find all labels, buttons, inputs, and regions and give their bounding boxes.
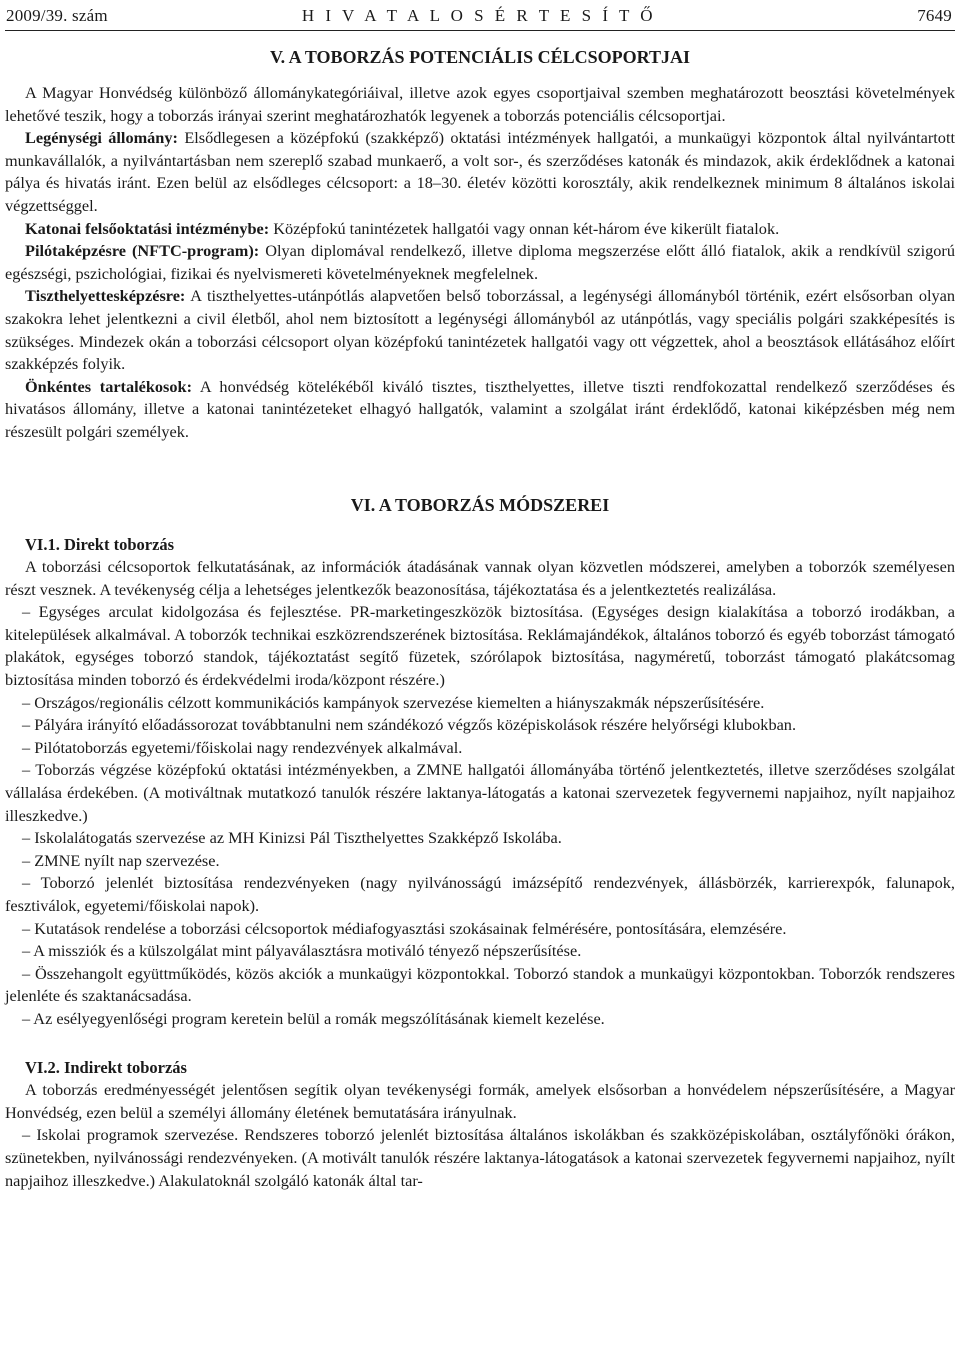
target-group-term: Önkéntes tartalékosok: [25, 376, 193, 396]
target-group-description: Elsődlegesen a középfokú (szakképző) oktatási intézmények hallgatói, a munkaügyi központok által nyilvántartott munkavállalók, a nyilvántartásban nem szereplő szabad munkaerő, a volt sor-, és szerződéses katonák és mindazok, akik érdeklődnek a katonai pálya és hivatás iránt. Ezen belül az elsődleges célcsoport: a 18–30. életév közötti korosztály, akik rendelkeznek minimum 8 általános iskolai végzettséggel. [5, 128, 955, 215]
subsection-6-2-heading: VI.2. Indirekt toborzás [25, 1057, 187, 1077]
list-item: – Az esélyegyenlőségi program keretein belül a romák megszólításának kiemelt kezelése. [22, 1008, 605, 1028]
subsection-6-1-intro: A toborzási célcsoportok felkutatásának, az információk átadásának vannak olyan közvetlen módszerei, amelyben a toborzók személyesen részt vesznek. A tevékenység célja a lehetséges jelentkezők beazonosítása, tájékoztatása és a jelentkeztetés realizálása. [5, 557, 955, 599]
subsection-6-2-intro: A toborzás eredményességét jelentősen segítik olyan tevékenységi formák, amelyek elsősorban a honvédelem népszerűsítésére, a Magyar Honvédség, ezen belül a személyi állomány életének bemutatására irányulnak. [5, 1080, 955, 1122]
list-item: – A missziók és a külszolgálat mint pályaválasztásra motiváló tényező népszerűsítése. [22, 941, 582, 961]
target-group-term: Katonai felsőoktatási intézménybe: [25, 218, 270, 238]
target-group-term: Pilótaképzésre (NFTC-program): [25, 241, 260, 261]
list-item: – Kutatások rendelése a toborzási célcsoportok médiafogyasztási szokásainak felmérésére, pontosítására, elemzésére. [22, 918, 787, 938]
target-group-item [5, 127, 955, 217]
list-item: – ZMNE nyílt nap szervezése. [22, 850, 220, 870]
target-group-term: Tiszthelyettesképzésre: [25, 286, 186, 306]
list-item: – Iskolalátogatás szervezése az MH Kinizsi Pál Tiszthelyettes Szakképző Iskolába. [22, 828, 562, 848]
target-group-description: Olyan diplomával rendelkező, illetve diploma megszerzése előtt álló fiatalok, akik a rendkívül szigorú egészségi, pszichológiai, fizikai és nyelvismereti követelményeknek megfelelnek. [5, 241, 955, 283]
target-group-item [5, 218, 955, 241]
list-item: – Országos/regionális célzott kommunikációs kampányok szervezése kiemelten a hiányszakmák népszerűsítésére. [22, 692, 765, 712]
indirect-recruitment-list [5, 1124, 955, 1192]
publication-title: H I V A T A L O S É R T E S Í T Ő [301, 6, 657, 25]
list-item: – Egységes arculat kidolgozása és fejlesztése. PR-marketingeszközök biztosítása. (Egységes design kialakítása a toborzó irodákban, a kitelepülések alkalmával. A toborzók technikai eszközrendszerének biztosítása. Reklámajándékok, általános toborzó és egyéb toborzást támogató plakátok, egységes toborzó standok, tájékoztatást segítő füzetek, szórólapok biztosítása, nagyméretű, toborzást támogató plakátcsomag biztosítása minden toborzó és érdekvédelmi iroda/központ részére.) [5, 602, 955, 690]
page-number: 7649 [917, 6, 952, 25]
list-item: – Pályára irányító előadássorozat továbbtanulni nem szándékozó végzős középiskolások részére helyőrségi klubokban. [22, 715, 797, 735]
list-item: – Összehangolt együttműködés, közös akciók a munkaügyi központokkal. Toborzó standok a munkaügyi központokban. Toborzók rendszeres jelenléte és szaktanácsadása. [5, 963, 955, 1006]
target-group-description: Középfokú tanintézetek hallgatói vagy onnan két-három éve kikerült fiatalok. [269, 218, 780, 238]
list-item: – Pilótatoborzás egyetemi/főiskolai nagy rendezvények alkalmával. [22, 737, 463, 757]
target-group-description: A tiszthelyettes-utánpótlás alapvetően belső toborzással, a legénységi állományból történik, ezért elsősorban olyan szakokra lehet jelentkezni a civil életből, ahol nem biztosított a legénységi állományból az utánpótlás, vagy speciális polgári szakképesítés is szükséges. Mindezek okán a toborzási célcsoport olyan középfokú tanintézetek hallgatói vagy ott végzettek, ahol a beosztások ellátásához előírt szakképzés folyik. [5, 286, 955, 374]
running-header [6, 6, 952, 30]
target-group-item [5, 285, 955, 375]
section-5-title: V. A TOBORZÁS POTENCIÁLIS CÉLCSOPORTJAI [270, 47, 690, 67]
list-item: – Iskolai programok szervezése. Rendszeres toborzó jelenlét biztosítása általános iskolákban és szakközépiskolában, osztályfőnöki órákon, szünetekben, nyilvánossági rendezvényeken. (A motivált tanulók részére laktanya-látogatások a katonai szervezetek fegyvernemi napjaihoz, nyílt napjaihoz illeszkedve.) Alakulatoknál szolgáló katonák által tar- [5, 1125, 955, 1190]
issue-number: 2009/39. szám [6, 6, 108, 25]
section-5-intro: A Magyar Honvédség különböző állománykategóriáival, illetve azok egyes csoportjaival szemben meghatározott beosztási követelmények lehetővé teszik, hogy a toborzás irányai szerint meghatározhatók legyenek a toborzás potenciális célcsoportjai. [5, 83, 955, 125]
target-group-item [5, 240, 955, 285]
subsection-6-1-heading: VI.1. Direkt toborzás [25, 534, 175, 554]
page-body [5, 44, 955, 1192]
target-group-term: Legénységi állomány: [25, 128, 178, 148]
list-item: – Toborzás végzése középfokú oktatási intézményekben, a ZMNE hallgatói állományába történő jelentkeztetés, illetve szerződéses szolgálat vállalása érdekében. (A motiváltnak mutatkozó tanulók részére laktanya-látogatás a katonai szervezetek fegyvernemi napjaihoz, nyílt napjaihoz illeszkedve.) [5, 760, 955, 825]
direct-recruitment-list [5, 601, 955, 1030]
section-6-title: VI. A TOBORZÁS MÓDSZEREI [350, 494, 610, 515]
target-group-list [5, 127, 955, 443]
list-item: – Toborzó jelenlét biztosítása rendezvényeken (nagy nyilvánosságú imázsépítő rendezvények, állásbörzék, karrierexpók, falunapok, fesztiválok, egyetemi/főiskolai napok). [5, 873, 955, 915]
target-group-description: A honvédség kötelékéből kiváló tisztes, tiszthelyettes, illetve tiszti rendfokozattal rendelkező szerződéses és hivatásos állomány, illetve a katonai tanintézeteket elhagyó hallgatók, valamint a szolgálat iránt érdeklődő, katonai kiképzésben még nem részesült polgári személyek. [5, 376, 955, 441]
header-rule [5, 30, 955, 31]
target-group-item [5, 376, 955, 444]
